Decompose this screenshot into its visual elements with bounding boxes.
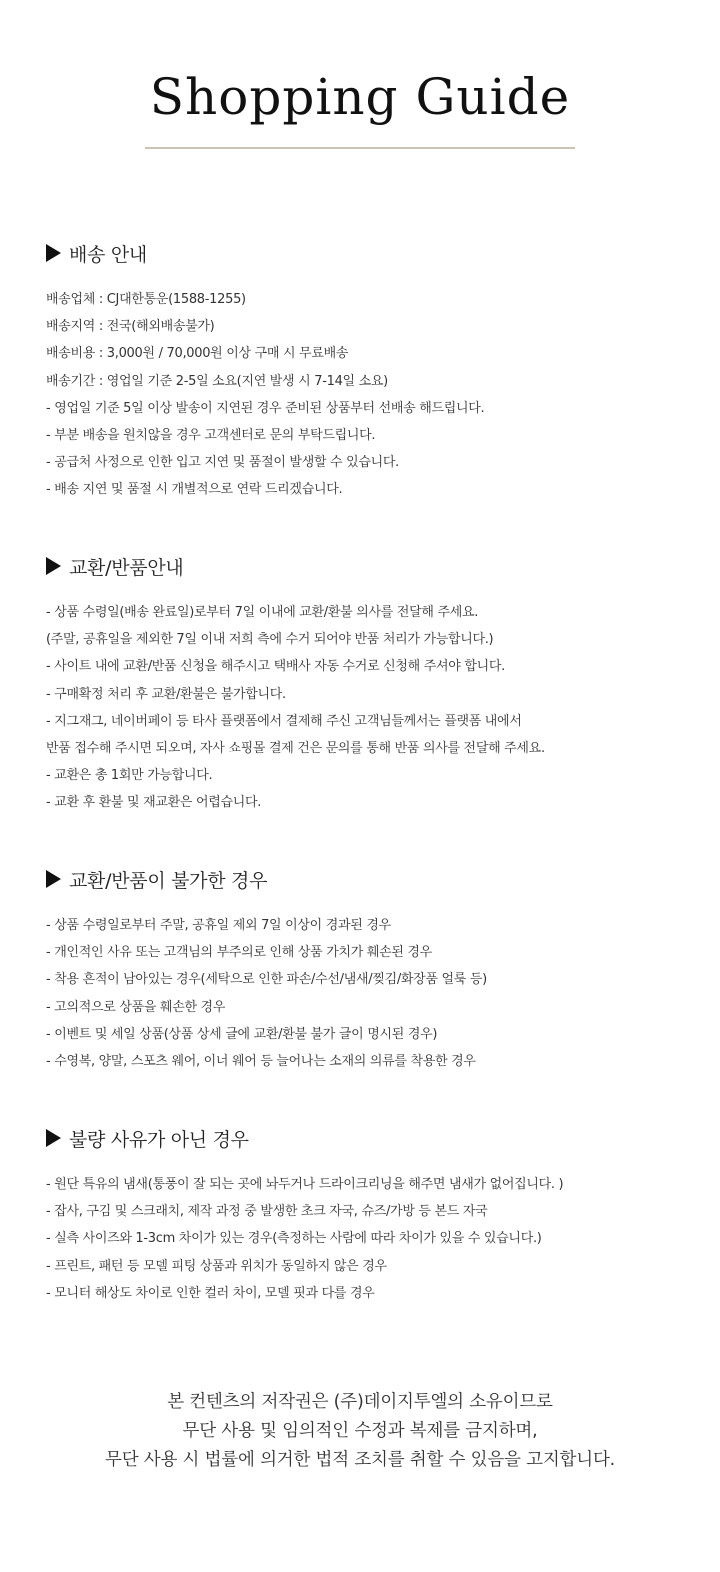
list-item: - 구매확정 처리 후 교환/환불은 불가합니다. (46, 686, 286, 702)
section-title: 교환/반품이 불가한 경우 (69, 869, 268, 892)
section-title: 배송 안내 (69, 243, 147, 266)
list-item: - 지그재그, 네이버페이 등 타사 플랫폼에서 결제해 주신 고객님들께서는 플랫폼 내에서 (46, 713, 522, 729)
play-arrow-icon (46, 557, 61, 575)
list-item: - 이벤트 및 세일 상품(상품 상세 글에 교환/환불 불가 글이 명시된 경우) (46, 1026, 438, 1042)
list-item: - 교환은 총 1회만 가능합니다. (46, 768, 213, 784)
section-shipping (46, 238, 686, 504)
info-list (46, 599, 686, 817)
section-heading (46, 238, 686, 268)
copyright-line: 본 컨텐츠의 저작권은 (주)데이지투엘의 소유이므로 (167, 1392, 553, 1412)
list-item: - 실측 사이즈와 1-3cm 차이가 있는 경우(측정하는 사람에 따라 차이가 있을 수 있습니다.) (46, 1231, 542, 1247)
play-arrow-icon (46, 244, 61, 262)
list-item: 배송기간 : 영업일 기준 2-5일 소요(지연 발생 시 7-14일 소요) (46, 373, 388, 389)
play-arrow-icon (46, 870, 61, 888)
list-item: - 고의적으로 상품을 훼손한 경우 (46, 999, 226, 1015)
section-not-defective (46, 1123, 686, 1307)
list-item: 배송업체 : CJ대한통운(1588-1255) (46, 292, 246, 307)
list-item: 배송지역 : 전국(해외배송불가) (46, 319, 215, 335)
list-item: - 공급처 사정으로 인한 입고 지연 및 품절이 발생할 수 있습니다. (46, 455, 399, 471)
list-item: - 부분 배송을 원치않을 경우 고객센터로 문의 부탁드립니다. (46, 427, 376, 443)
list-item: - 상품 수령일(배송 완료일)로부터 7일 이내에 교환/환불 의사를 전달해 주세요. (46, 605, 479, 620)
page-title: Shopping Guide (149, 68, 571, 126)
info-list (46, 1171, 686, 1307)
info-list (46, 286, 686, 504)
copyright-line: 무단 사용 시 법률에 의거한 법적 조치를 취할 수 있음을 고지합니다. (104, 1450, 616, 1470)
section-heading (46, 1123, 686, 1153)
list-item: - 원단 특유의 냄새(통풍이 잘 되는 곳에 놔두거나 드라이크리닝을 해주면 냄새가 없어집니다. ) (46, 1177, 564, 1192)
list-item: - 영업일 기준 5일 이상 발송이 지연된 경우 준비된 상품부터 선배송 해드립니다. (46, 400, 485, 416)
list-item: - 수영복, 양말, 스포츠 웨어, 이너 웨어 등 늘어나는 소재의 의류를 착용한 경우 (46, 1053, 476, 1069)
list-item: - 모니터 해상도 차이로 인한 컬러 차이, 모델 핏과 다를 경우 (46, 1285, 375, 1301)
copyright-line: 무단 사용 및 임의적인 수정과 복제를 금지하며, (182, 1421, 538, 1441)
info-list (46, 912, 686, 1075)
section-not-returnable (46, 864, 686, 1075)
list-item: (주말, 공휴일을 제외한 7일 이내 저희 측에 수거 되어야 반품 처리가 가능합니다.) (46, 632, 494, 648)
section-heading (46, 864, 686, 894)
section-heading (46, 551, 686, 581)
list-item: - 잡사, 구김 및 스크래치, 제작 과정 중 발생한 초크 자국, 슈즈/가방 등 본드 자국 (46, 1204, 488, 1220)
list-item: - 상품 수령일로부터 주말, 공휴일 제외 7일 이상이 경과된 경우 (46, 918, 391, 933)
list-item: 반품 접수해 주시면 되오며, 자사 쇼핑몰 결제 건은 문의를 통해 반품 의사를 전달해 주세요. (46, 740, 545, 756)
title-divider (145, 147, 575, 149)
copyright-notice (0, 1388, 720, 1475)
section-title: 교환/반품안내 (69, 556, 184, 579)
list-item: - 개인적인 사유 또는 고객님의 부주의로 인해 상품 가치가 훼손된 경우 (46, 945, 432, 961)
play-arrow-icon (46, 1129, 61, 1147)
section-title: 불량 사유가 아닌 경우 (69, 1128, 249, 1151)
list-item: - 교환 후 환불 및 재교환은 어렵습니다. (46, 795, 262, 811)
list-item: - 프린트, 패턴 등 모델 피팅 상품과 위치가 동일하지 않은 경우 (46, 1258, 387, 1274)
list-item: - 배송 지연 및 품절 시 개별적으로 연락 드리겠습니다. (46, 482, 343, 498)
section-exchange-return (46, 551, 686, 817)
list-item: - 착용 흔적이 남아있는 경우(세탁으로 인한 파손/수선/냄새/찢김/화장품 얼룩 등) (46, 972, 487, 988)
list-item: 배송비용 : 3,000원 / 70,000원 이상 구매 시 무료배송 (46, 346, 349, 362)
list-item: - 사이트 내에 교환/반품 신청을 해주시고 택배사 자동 수거로 신청해 주셔야 합니다. (46, 659, 505, 675)
